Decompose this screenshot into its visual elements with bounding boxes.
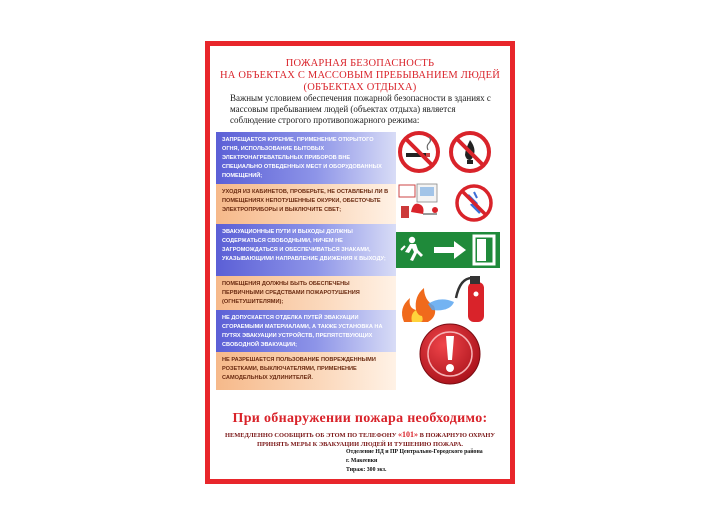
warning-exclamation-icon [418,322,482,386]
fire-procedure-line2: ПРИНЯТЬ МЕРЫ К ЭВАКУАЦИИ ЛЮДЕЙ И ТУШЕНИЮ ПОЖАРА. [257,441,463,448]
poster-title-line1: ПОЖАРНАЯ БЕЗОПАСНОСТЬ [285,58,435,69]
fire-procedure-line1 [210,430,510,439]
rule-no-flammable-finish: НЕ ДОПУСКАЕТСЯ ОТДЕЛКА ПУТЕЙ ЭВАКУАЦИИ СГОРАЕМЫМИ МАТЕРИАЛАМИ, А ТАКЖЕ УСТАНОВКА НА ПУТЯХ ЭВАКУАЦИИ УСТРОЙСТВ, ПРЕПЯТСТВУЮЩИХ СВОБОДНОЙ ЭВАКУАЦИИ; [216,310,396,352]
poster-footer [346,448,483,475]
no-open-flame-icon [448,130,492,174]
intro-paragraph: Важным условием обеспечения пожарной безопасности в зданиях с массовым пребыванием людей (объектах отдыха) является соблюдение строгого противопожарного режима: [230,93,491,125]
procedure-text-after-phone: В ПОЖАРНУЮ ОХРАНУ [419,432,496,439]
emergency-exit-icon [396,232,500,268]
rule-extinguishers: ПОМЕЩЕНИЯ ДОЛЖНЫ БЫТЬ ОБЕСПЕЧЕНЫ ПЕРВИЧНЫМИ СРЕДСТВАМИ ПОЖАРОТУШЕНИЯ (ОГНЕТУШИТЕЛЯМИ); [216,276,396,310]
fire-safety-poster [205,41,515,484]
rule-check-rooms: УХОДЯ ИЗ КАБИНЕТОВ, ПРОВЕРЬТЕ, НЕ ОСТАВЛЕНЫ ЛИ В ПОМЕЩЕНИЯХ НЕПОТУШЕННЫЕ ОКУРКИ, ОБЕСТОЧЬТЕ ЭЛЕКТРОПРИБОРЫ И ВЫКЛЮЧИТЕ СВЕТ; [216,184,396,224]
no-light-switch-icon [454,183,494,223]
electrical-appliances-icon [397,182,443,224]
fire-procedure-heading: При обнаружении пожара необходимо: [232,411,488,426]
poster-title-line3: (ОБЪЕКТАХ ОТДЫХА) [303,82,417,93]
poster-title-line2: НА ОБЪЕКТАХ С МАССОВЫМ ПРЕБЫВАНИЕМ ЛЮДЕЙ [219,70,501,81]
footer-print-run: Тираж: 300 экз. [346,467,387,473]
no-smoking-icon [397,130,441,174]
rule-evacuation-routes: ЭВАКУАЦИОННЫЕ ПУТИ И ВЫХОДЫ ДОЛЖНЫ СОДЕРЖАТЬСЯ СВОБОДНЫМИ, НИЧЕМ НЕ ЗАГРОМОЖДАТЬСЯ И ОБЕСПЕЧИВАТЬСЯ ЗНАКАМИ, УКАЗЫВАЮЩИМИ НАПРАВЛЕНИЕ ДВИЖЕНИЯ К ВЫХОДУ; [216,224,396,276]
rule-no-smoking: ЗАПРЕЩАЕТСЯ КУРЕНИЕ, ПРИМЕНЕНИЕ ОТКРЫТОГО ОГНЯ, ИСПОЛЬЗОВАНИЕ БЫТОВЫХ ЭЛЕКТРОНАГРЕВАТЕЛЬНЫХ ПРИБОРОВ ВНЕ СПЕЦИАЛЬНО ОТВЕДЕННЫХ МЕСТ И ОБОРУДОВАННЫХ ПОМЕЩЕНИЙ; [216,132,396,184]
rule-no-damaged-sockets: НЕ РАЗРЕШАЕТСЯ ПОЛЬЗОВАНИЕ ПОВРЕЖДЕННЫМИ РОЗЕТКАМИ, ВЫКЛЮЧАТЕЛЯМИ, ПРИМЕНЕНИЕ САМОДЕЛЬНЫХ УДЛИНИТЕЛЕЙ. [216,352,396,390]
footer-city: г. Макеевки [346,458,378,464]
footer-department: Отделение НД и ПР Центрально-Городского района [346,449,483,455]
procedure-text-before-phone: НЕМЕДЛЕННО СООБЩИТЬ ОБ ЭТОМ ПО ТЕЛЕФОНУ [224,432,397,439]
fire-extinguisher-icon [398,272,502,326]
fire-phone-number: «101» [398,430,419,439]
